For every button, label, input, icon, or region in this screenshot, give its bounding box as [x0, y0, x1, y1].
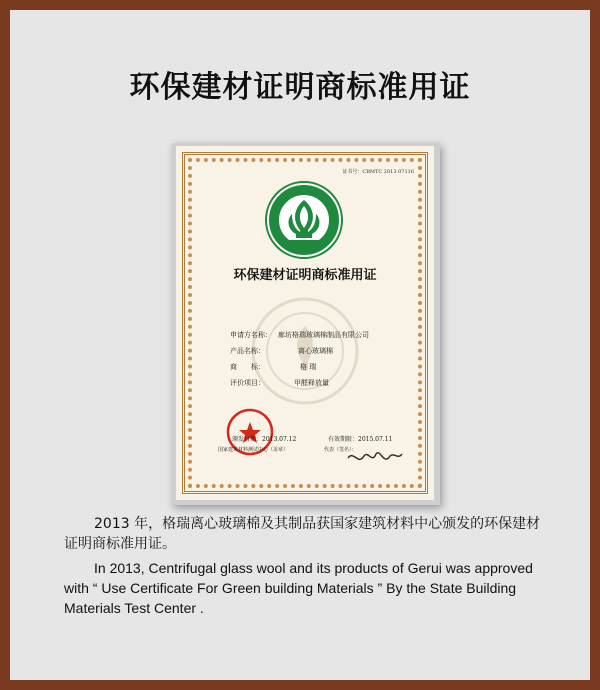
trademark-label: 商 标： [230, 363, 265, 371]
certificate-title: 环保建材证明商标准用证 [233, 268, 377, 283]
eval-label: 评价项目： [230, 379, 265, 387]
valid-date: 有效期限：2015.07.11 [328, 436, 393, 443]
signature-icon [344, 444, 404, 472]
issuer: 国家建筑材料测试中心（盖章） [218, 447, 289, 453]
product-value: 离心玻璃棉 [298, 347, 333, 355]
certificate-number: 证书号：CBMTC 2013 07116 [342, 169, 414, 175]
product-label: 产品名称： [230, 347, 265, 355]
eval-value: 甲醛释放量 [294, 379, 329, 387]
rep-label: 代表（签名）： [324, 447, 357, 453]
applicant-value: 廊坊格瑞玻璃棉制品有限公司 [278, 331, 369, 339]
page-title: 环保建材证明商标准用证 [129, 70, 471, 105]
green-building-logo-icon [264, 180, 344, 260]
trademark-value: 格 瑞 [300, 363, 317, 371]
issue-date: 颁发日期：2013.07.12 [232, 436, 297, 443]
applicant-label: 申请方名称： [230, 331, 272, 339]
paragraph-zh: 2013 年，格瑞离心玻璃棉及其制品获国家建筑材料中心颁发的环保建材证明商标准用证。 [64, 516, 541, 552]
certificate-image [176, 146, 434, 500]
paragraph-en: In 2013, Centrifugal glass wool and its products of Gerui was approved with “ Use Certificate For Green building Materials ” By the State Building Materials Test Center . [64, 560, 533, 616]
